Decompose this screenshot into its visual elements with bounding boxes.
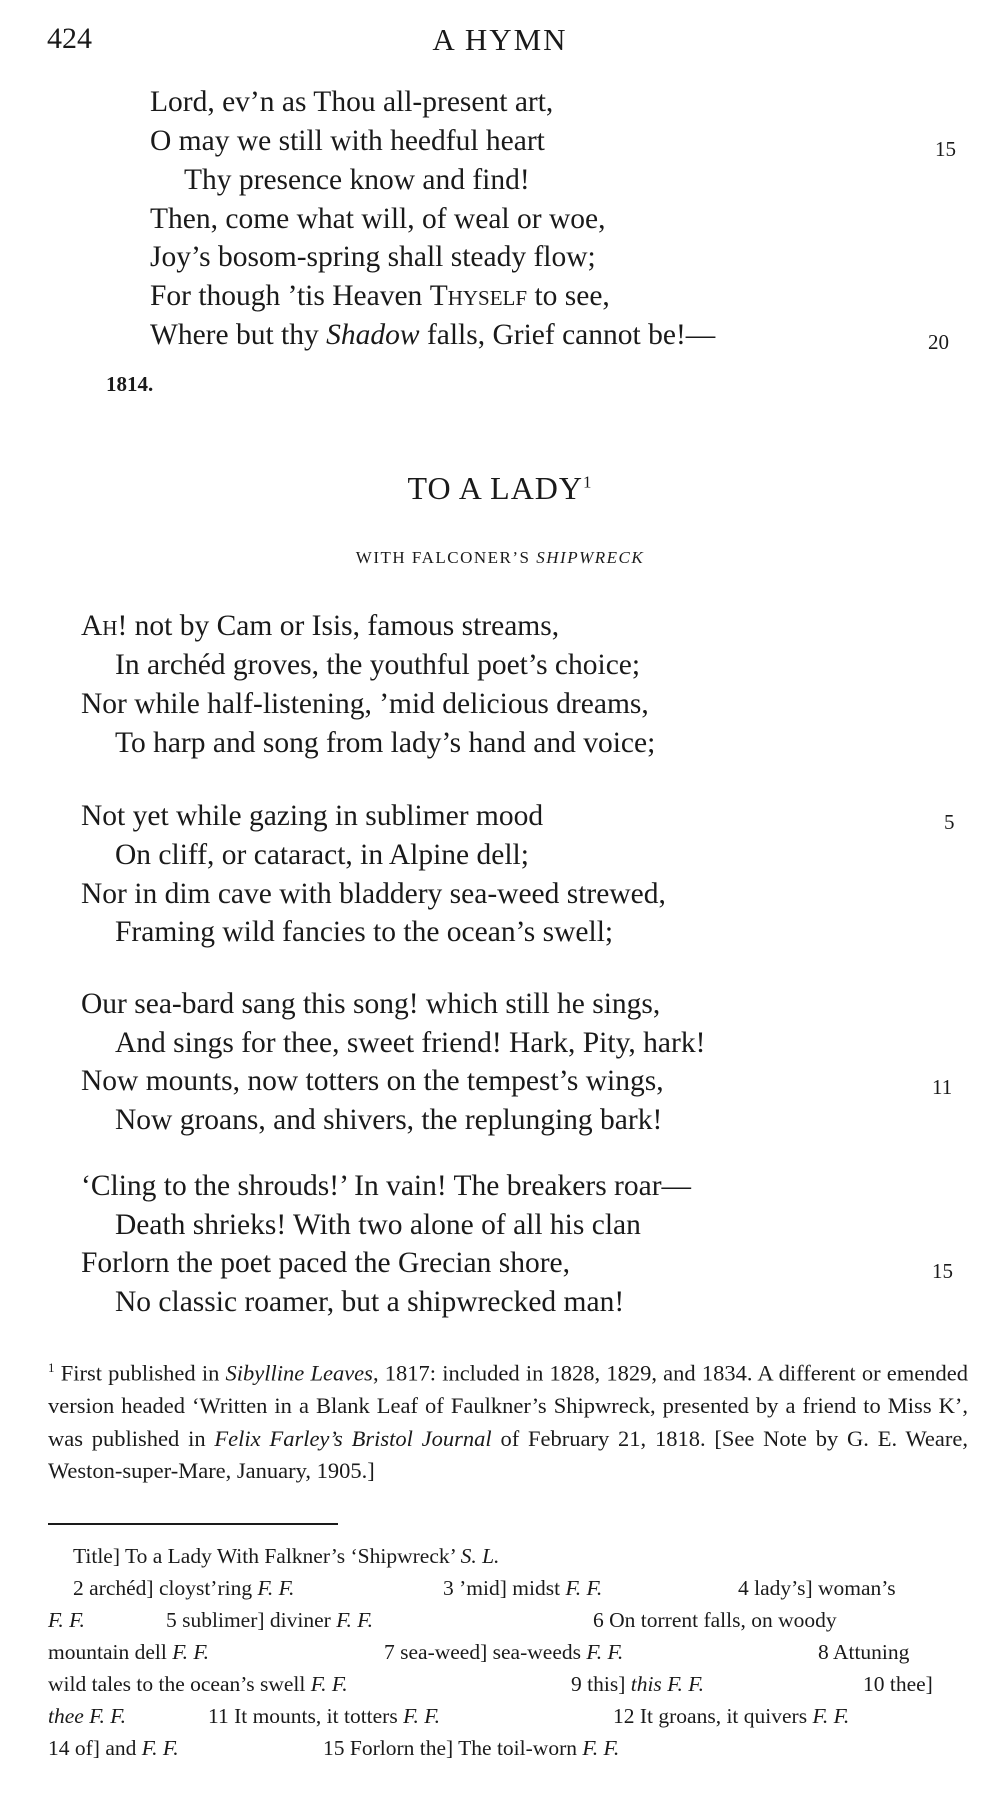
page-number: 424	[47, 22, 92, 55]
poem-date: 1814.	[106, 372, 154, 396]
variant-text: 6 On torrent falls, on woody	[593, 1608, 837, 1632]
line-number: 5	[944, 810, 955, 834]
variant-source: F. F.	[403, 1704, 440, 1728]
verse-line	[150, 282, 610, 312]
variant-entry	[443, 1572, 602, 1604]
verse-text: For though ’tis Heaven	[150, 280, 430, 312]
verse-text: falls, Grief cannot be!—	[419, 319, 716, 351]
textual-variants	[48, 1540, 968, 1764]
variant-source: F. F.	[582, 1736, 620, 1760]
variant-source: F. F.	[172, 1640, 210, 1664]
running-title: A HYMN	[432, 22, 568, 57]
verse-line: Framing wild fancies to the ocean’s swell;	[115, 916, 614, 948]
variant-text: 10 thee]	[863, 1672, 933, 1696]
subtitle-text: WITH FALCONER’S	[355, 548, 537, 567]
variant-italic: this	[630, 1672, 662, 1696]
line-number: 11	[932, 1075, 953, 1099]
verse-line: Thy presence know and find!	[184, 164, 530, 196]
variant-entry	[738, 1572, 896, 1604]
variant-text: 7 sea-weed] sea-weeds	[384, 1640, 581, 1664]
variant-text: 3 ’mid] midst	[443, 1576, 561, 1600]
footnote-text: of February 21, 1818. [See Note by G. E. Weare, Weston-super-Mare, January, 1905.]	[48, 1425, 968, 1483]
footnote	[48, 1352, 968, 1488]
variant-text: 8 Attuning	[818, 1640, 910, 1664]
verse-line: Death shrieks! With two alone of all his clan	[115, 1209, 641, 1241]
variant-row	[48, 1732, 968, 1764]
variant-row	[48, 1572, 968, 1604]
poem-subtitle	[0, 548, 1000, 568]
verse-text: Where but thy	[150, 319, 327, 351]
variant-entry	[208, 1700, 440, 1732]
variant-entry	[48, 1732, 179, 1764]
variant-entry	[863, 1668, 933, 1700]
verse-line: Nor while half-listening, ’mid delicious dreams,	[81, 688, 649, 720]
variant-source: S. L.	[460, 1544, 500, 1568]
variant-text: 15 Forlorn the] The toil-worn	[323, 1736, 577, 1760]
variant-source: F. F.	[812, 1704, 850, 1728]
variant-text: wild tales to the ocean’s swell	[48, 1672, 306, 1696]
variant-entry	[48, 1668, 348, 1700]
verse-line: Lord, ev’n as Thou all-present art,	[150, 86, 554, 118]
variant-entry	[48, 1700, 126, 1732]
line-number: 20	[928, 330, 949, 354]
variant-row	[48, 1604, 968, 1636]
variant-text: 9 this]	[571, 1672, 626, 1696]
variant-source: F. F.	[48, 1608, 85, 1632]
divider-rule	[48, 1523, 338, 1525]
footnote-text: First published in	[54, 1360, 226, 1386]
variant-entry	[73, 1540, 499, 1572]
variant-entry	[384, 1636, 623, 1668]
variant-source: F. F.	[667, 1672, 705, 1696]
variant-text: 14 of] and	[48, 1736, 137, 1760]
variant-text: mountain dell	[48, 1640, 167, 1664]
variant-row	[48, 1700, 968, 1732]
verse-line: Now groans, and shivers, the replunging bark!	[115, 1104, 663, 1136]
page-header	[0, 22, 1000, 62]
variant-text: 4 lady’s] woman’s	[738, 1576, 896, 1600]
footnote-text: , 1817: included in 1828, 1829, and 1834. A different or emended version headed ‘Written in a Blank Leaf of Faulkner’s Shipwreck, presented by a friend to Miss K’, was published in	[48, 1360, 969, 1451]
verse-line: Forlorn the poet paced the Grecian shore,	[81, 1247, 571, 1279]
verse-line: To harp and song from lady’s hand and voice;	[115, 727, 656, 759]
variant-entry	[613, 1700, 849, 1732]
variant-row	[48, 1636, 968, 1668]
variant-source: F. F.	[310, 1672, 348, 1696]
verse-line: O may we still with heedful heart	[150, 125, 545, 157]
variant-entry	[48, 1604, 85, 1636]
variant-source: F. F.	[565, 1576, 603, 1600]
verse-text-smallcaps: Thyself	[429, 280, 528, 312]
verse-line: And sings for thee, sweet friend! Hark, Pity, hark!	[115, 1027, 706, 1059]
subtitle-italic: SHIPWRECK	[536, 548, 645, 567]
variant-text: 11 It mounts, it totters	[208, 1704, 398, 1728]
variant-entry	[323, 1732, 619, 1764]
variant-source: F. F.	[586, 1640, 624, 1664]
variant-italic: thee	[48, 1704, 84, 1728]
verse-line	[81, 612, 559, 642]
poem-title-text: TO A LADY	[407, 470, 584, 506]
variant-text: 12 It groans, it quivers	[613, 1704, 808, 1728]
verse-line	[150, 321, 715, 351]
variant-source: F. F.	[89, 1704, 127, 1728]
verse-line: Not yet while gazing in sublimer mood	[81, 800, 544, 832]
variant-entry	[48, 1636, 209, 1668]
variant-source: F. F.	[257, 1576, 295, 1600]
line-number: 15	[932, 1259, 953, 1283]
variant-row	[48, 1540, 968, 1572]
variant-source: F. F.	[141, 1736, 179, 1760]
verse-line: Nor in dim cave with bladdery sea-weed strewed,	[81, 878, 666, 910]
line-number: 15	[935, 137, 956, 161]
variant-row	[48, 1668, 968, 1700]
variant-entry	[571, 1668, 704, 1700]
verse-line: ‘Cling to the shrouds!’ In vain! The breakers roar—	[81, 1170, 692, 1202]
verse-line: In archéd groves, the youthful poet’s choice;	[115, 649, 641, 681]
verse-line: Joy’s bosom-spring shall steady flow;	[150, 241, 596, 273]
variant-entry	[818, 1636, 909, 1668]
first-word: Ah	[81, 610, 118, 642]
verse-line: Now mounts, now totters on the tempest’s wings,	[81, 1065, 664, 1097]
footnote-ref: 1	[583, 472, 593, 492]
variant-entry	[73, 1572, 294, 1604]
verse-line: No classic roamer, but a shipwrecked man!	[115, 1286, 625, 1318]
variant-entry	[166, 1604, 373, 1636]
verse-line: Then, come what will, of weal or woe,	[150, 203, 606, 235]
verse-line: Our sea-bard sang this song! which still he sings,	[81, 988, 661, 1020]
footnote-italic: Felix Farley’s Bristol Journal	[214, 1425, 492, 1451]
variant-text: 5 sublimer] diviner	[166, 1608, 331, 1632]
poem-title	[0, 470, 1000, 507]
verse-text: ! not by Cam or Isis, famous streams,	[117, 610, 560, 642]
variant-text: Title] To a Lady With Falkner’s ‘Shipwreck’	[73, 1544, 456, 1568]
verse-text-italic: Shadow	[326, 319, 420, 351]
variant-entry	[593, 1604, 837, 1636]
verse-text: to see,	[527, 280, 610, 312]
variant-source: F. F.	[336, 1608, 374, 1632]
footnote-mark: 1	[48, 1360, 55, 1375]
footnote-italic: Sibylline Leaves	[225, 1360, 373, 1386]
variant-text: 2 archéd] cloyst’ring	[73, 1576, 253, 1600]
verse-line: On cliff, or cataract, in Alpine dell;	[115, 839, 529, 871]
